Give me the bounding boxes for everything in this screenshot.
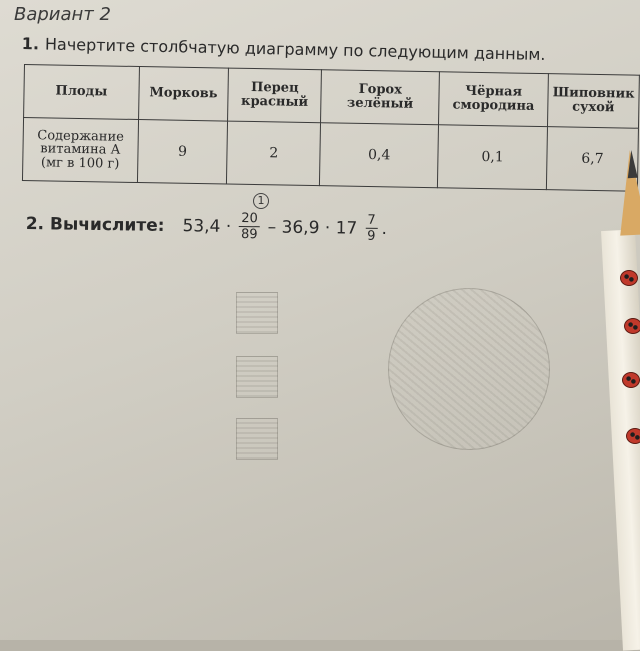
task-2-term-1: 53,4 · [182,215,232,237]
fraction-2-denominator: 9 [367,228,376,244]
ladybug-icon [622,372,640,388]
ladybug-icon [620,270,638,286]
fraction-1-numerator: 20 [239,211,260,227]
table-cell: 2 [227,121,321,186]
table-header-cell: Шиповник сухой [548,74,640,129]
show-through-pie-chart [388,288,550,450]
task-2 [26,208,388,244]
table-header-cell: Морковь [138,67,228,122]
task-1-number: 1. [21,34,40,54]
task-1-text: Начертите столбчатую диаграмму по следующим данным. [44,34,546,64]
table-cell: 0,1 [438,125,548,190]
show-through-square [236,356,278,398]
table-header-cell: Перец красный [228,68,322,123]
pencil-lead [626,150,637,178]
fraction-1 [239,211,260,242]
ladybug-icon [626,428,640,444]
task-2-label: 2. Вычислите: [25,213,165,236]
ladybug-icon [624,318,640,334]
table-cell: 6,7 [546,127,638,192]
table-header-cell: Чёрная смородина [439,72,549,127]
handwritten-circled-mark: 1 [253,193,269,209]
show-through-square [236,292,278,334]
vitamin-table [22,64,640,192]
fraction-1-denominator: 89 [240,227,258,243]
fraction-2-numerator: 7 [365,213,378,229]
task-1 [22,34,546,64]
table-cell: 9 [137,120,228,185]
table-header-cell: Горох зелёный [321,70,440,125]
show-through-square [236,418,278,460]
variant-heading: Вариант 2 [14,4,111,25]
task-2-term-2: – 36,9 · 17 [267,216,358,239]
table-row [22,118,638,192]
fraction-2 [365,213,378,244]
task-2-end: . [381,218,388,239]
table-row-label: Содержание витамина А (мг в 100 г) [22,118,138,183]
table-header-cell: Плоды [24,65,140,120]
table-cell: 0,4 [320,123,439,188]
